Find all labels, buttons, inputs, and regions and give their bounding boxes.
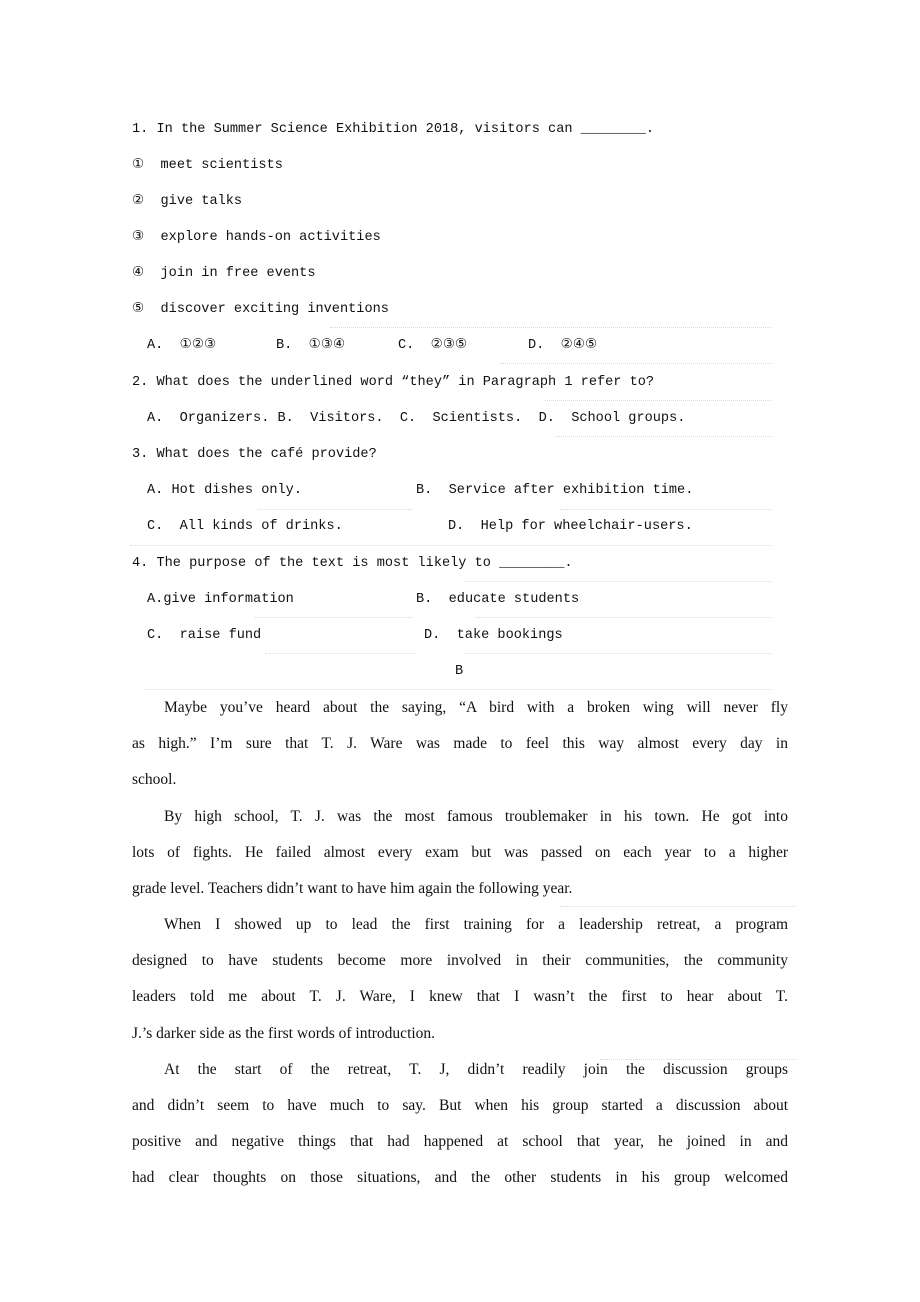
passage-line: lots of fights. He failed almost every exam but was passed on each year to a higher [132,844,788,861]
passage-line: as high.” I’m sure that T. J. Ware was made to feel this way almost every day in [132,735,788,752]
option-d: D. take bookings [424,628,563,643]
statement-item: ③ explore hands-on activities [132,230,381,245]
passage-line: school. [132,771,177,788]
question-2-stem: 2. What does the underlined word “they” in Paragraph 1 refer to? [132,375,655,390]
statement-item: ② give talks [132,194,243,209]
option-b: B. ①③④ [276,338,346,353]
option-d: D. Help for wheelchair-users. [448,519,693,534]
passage-line: had clear thoughts on those situations, and the other students in his group welcomed [132,1169,788,1186]
question-3-stem: 3. What does the café provide? [132,447,377,462]
statement-item: ① meet scientists [132,158,283,173]
option-a: A. Hot dishes only. [147,483,302,498]
option-c: C. All kinds of drinks. [147,519,343,534]
question-2-options: A. Organizers. B. Visitors. C. Scientists. D. School groups. [147,411,686,426]
passage-line: grade level. Teachers didn’t want to have him again the following year. [132,880,573,897]
passage-line: and didn’t seem to have much to say. But when his group started a discussion about [132,1097,788,1114]
option-b: B. Service after exhibition time. [416,483,694,498]
section-heading: B [455,664,464,679]
statement-item: ⑤ discover exciting inventions [132,302,389,317]
passage-line: leaders told me about T. J. Ware, I knew that I wasn’t the first to hear about T. [132,988,788,1005]
passage-line: By high school, T. J. was the most famous troublemaker in his town. He got into [164,808,788,825]
question-1-stem: 1. In the Summer Science Exhibition 2018, visitors can ________. [132,122,655,137]
passage-line: designed to have students become more involved in their communities, the community [132,952,788,969]
option-b: B. educate students [416,592,580,607]
option-a: A. ①②③ [147,338,217,353]
option-c: C. ②③⑤ [398,338,468,353]
question-4-stem: 4. The purpose of the text is most likely to ________. [132,556,573,571]
statement-item: ④ join in free events [132,266,316,281]
option-c: C. raise fund [147,628,262,643]
passage-line: When I showed up to lead the first training for a leadership retreat, a program [164,916,788,933]
option-a: A.give information [147,592,294,607]
passage-line: J.’s darker side as the first words of introduction. [132,1025,436,1042]
option-d: D. ②④⑤ [528,338,598,353]
passage-line: Maybe you’ve heard about the saying, “A bird with a broken wing will never fly [164,699,788,716]
passage-line: At the start of the retreat, T. J, didn’t readily join the discussion groups [164,1061,788,1078]
passage-line: positive and negative things that had happened at school that year, he joined in and [132,1133,788,1150]
